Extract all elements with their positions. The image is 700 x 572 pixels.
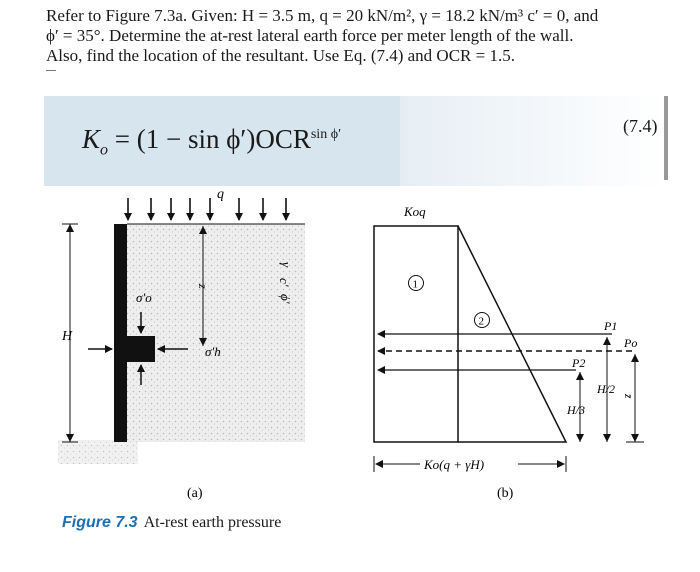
label-koq: Koq bbox=[404, 204, 426, 219]
caption-label: Figure 7.3 bbox=[62, 514, 138, 531]
label-H3: H/3 bbox=[567, 403, 585, 417]
label-H2: H/2 bbox=[597, 382, 615, 396]
sublabel-a: (a) bbox=[187, 486, 203, 501]
soil-element bbox=[127, 336, 155, 362]
equation-exponent: sin ϕ′ bbox=[310, 127, 342, 142]
label-phi: ϕ′ bbox=[278, 294, 293, 304]
label-Po: Po bbox=[624, 336, 638, 350]
label-base: Ko(q + γH) bbox=[424, 457, 485, 472]
label-z: z bbox=[196, 284, 210, 289]
label-sigma-o: σ′o bbox=[136, 290, 152, 305]
label-H: H bbox=[62, 329, 73, 344]
soil-base bbox=[58, 440, 138, 464]
caption-text: At-rest earth pressure bbox=[143, 514, 282, 531]
surcharge-arrows bbox=[128, 198, 286, 220]
region-1-number: 1 bbox=[412, 278, 418, 291]
label-sigma-h: σ′h bbox=[205, 344, 221, 359]
equation-body: = (1 − sin ϕ′)OCR bbox=[108, 124, 311, 154]
sublabel-b: (b) bbox=[497, 486, 514, 501]
region-2-number: 2 bbox=[478, 315, 484, 328]
figure-caption bbox=[62, 514, 281, 532]
soil-backfill bbox=[127, 224, 305, 442]
problem-line-3: Also, find the location of the resultant. Use Eq. (7.4) and OCR = 1.5. bbox=[46, 46, 515, 65]
equation-k-sub: o bbox=[100, 141, 109, 159]
label-P1: P1 bbox=[604, 319, 618, 333]
equation-k: K bbox=[82, 124, 101, 154]
label-zbar: z̄ bbox=[622, 394, 634, 399]
figure-b bbox=[374, 204, 644, 501]
label-c: c′ bbox=[277, 278, 292, 287]
problem-line-2: ϕ′ = 35°. Determine the at-rest lateral earth force per meter length of the wall. bbox=[46, 26, 574, 45]
equation-number: (7.4) bbox=[623, 116, 658, 136]
label-P2: P2 bbox=[572, 356, 586, 370]
retaining-wall bbox=[114, 224, 127, 442]
label-q: q bbox=[217, 187, 224, 202]
problem-line-1: Refer to Figure 7.3a. Given: H = 3.5 m, q = 20 kN/m², γ = 18.2 kN/m³ c′ = 0, and bbox=[46, 6, 599, 25]
figure-a bbox=[58, 187, 305, 501]
label-gamma: γ bbox=[279, 262, 294, 268]
